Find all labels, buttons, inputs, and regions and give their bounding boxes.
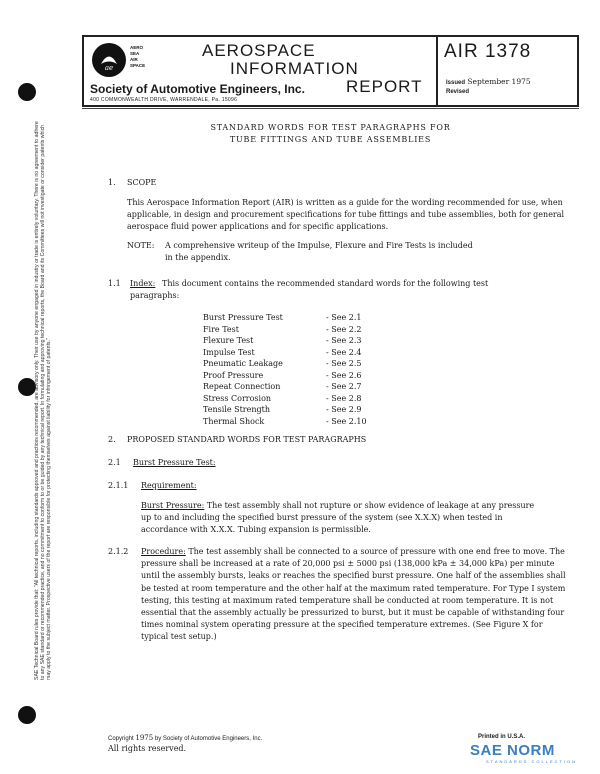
index-item-ref: - See 2.9 [326, 405, 362, 414]
legal-side-note: SAE Technical Board rules provide that: "All technical reports, including standards approved and practices recommended, are advisory only. Their use by anyone engaged in industry or trade is entirely voluntary. There is no agreement to adhere to any SAE standard or recommended practice, and no commitment to conform to or be guided by any technical report. In formulating and approving technical reports, the Board and its Committees will not investigate or consider patents which may apply to the subject matter. Prospective users of the report are responsible for protecting themselves against liability for infringement of patents." [34, 121, 53, 680]
note-label: NOTE: [127, 241, 155, 250]
document-header [82, 35, 579, 107]
issued-label: Issued [446, 80, 466, 86]
index-intro-line: paragraphs: [130, 291, 180, 300]
logo-caption-line: AIR [130, 57, 138, 62]
rights-reserved: All rights reserved. [108, 744, 187, 753]
index-intro-line: This document contains the recommended standard words for the following test [162, 279, 489, 288]
binder-hole [18, 83, 36, 101]
burst-pressure-label: Burst Pressure: [141, 501, 205, 510]
copyright-line [108, 734, 262, 742]
subsection-heading: Burst Pressure Test: [133, 458, 216, 467]
index-item-ref: - See 2.10 [326, 416, 367, 426]
section-number: 2. [108, 435, 116, 444]
document-title-line1: STANDARD WORDS FOR TEST PARAGRAPHS FOR [210, 123, 451, 132]
index-item-ref: - See 2.3 [326, 336, 362, 345]
burst-pressure-text: The test assembly shall not rupture or show evidence of leakage at any pressure up to and including the specified burst pressure of the system (see X.X.X) when tested in accordance with X.X.X. Tubing expansion is permissible. [141, 501, 535, 535]
subsection-heading: Requirement: [141, 481, 197, 490]
index-item-ref: - See 2.1 [326, 313, 362, 322]
logo-caption-line: AERO [130, 45, 144, 50]
printed-in: Printed in U.S.A. [478, 734, 526, 740]
section-heading: PROPOSED STANDARD WORDS FOR TEST PARAGRAPHS [127, 435, 367, 444]
header-right [438, 37, 577, 105]
revised-label: Revised [446, 89, 470, 95]
logo-caption [130, 45, 152, 69]
index-item-ref: - See 2.4 [326, 347, 362, 357]
logo-caption-line: SPACE [130, 63, 146, 68]
index-item-name: Repeat Connection [203, 382, 281, 391]
index-item-ref: - See 2.6 [326, 370, 362, 380]
index-item-name: Impulse Test [203, 347, 255, 357]
header-title-line3: REPORT [346, 77, 423, 96]
index-item-ref: - See 2.2 [326, 324, 362, 334]
index-item-name: Pneumatic Leakage [203, 359, 283, 368]
index-item-name: Fire Test [203, 324, 239, 334]
copyright-label: Copyright [108, 736, 134, 742]
issued-date: September 1975 [467, 77, 531, 86]
procedure-label: Procedure: [141, 547, 186, 556]
index-item-name: Proof Pressure [203, 370, 264, 380]
procedure-paragraph [141, 546, 571, 644]
procedure-text: The test assembly shall be connected to a source of pressure with one end free to move. The pressure shall be increased at a rate of 20,000 psi ± 5000 psi (138,000 kPa ± 34,000 kPa) per minute until the assembly bursts, leaks or reaches the specified burst pressure. One half of the assemblies shall be tested at room temperature and the other half at the maximum rated temperature. For Type I system testing, this testing at maximum rated temperature shall be conducted at room temperature. It is not essential that the assembly actually be pressurized to burst, but it must be capable of withstanding four times nominal system operating pressure at the specified temperature extremes. (See Figure X for typical test setup.) [141, 547, 566, 642]
header-title-line1: AEROSPACE [202, 41, 316, 60]
burst-pressure-paragraph [141, 500, 541, 537]
sae-norm-subtitle: STANDARDS COLLECTION [486, 759, 578, 764]
subsection-number: 1.1 [108, 279, 121, 288]
index-item-ref: - See 2.8 [326, 393, 362, 403]
society-name: Society of Automotive Engineers, Inc. [90, 82, 305, 96]
logo-caption-line: SEA [130, 51, 140, 56]
scope-paragraph: This Aerospace Information Report (AIR) is written as a guide for the wording recommended for use, when applicable, in design and procurement specifications for tube fittings and tube assemblies, both for general aerospace fluid power applications and for specific applications. [127, 198, 565, 232]
index-item-name: Tensile Strength [203, 405, 270, 414]
index-item-name: Thermal Shock [203, 416, 265, 426]
society-address: 400 COMMONWEALTH DRIVE, WARRENDALE, Pa. 15096 [90, 97, 238, 103]
index-item-name: Burst Pressure Test [203, 313, 283, 322]
index-item-name: Stress Corrosion [203, 393, 272, 403]
document-number: AIR 1378 [444, 41, 532, 62]
svg-text:ae: ae [104, 64, 114, 72]
binder-hole [18, 706, 36, 724]
issued-line [446, 77, 531, 86]
section-heading: SCOPE [127, 178, 157, 187]
note-text-line: in the appendix. [165, 253, 231, 262]
header-divider [82, 108, 579, 109]
index-item-ref: - See 2.5 [326, 359, 362, 368]
section-number: 1. [108, 178, 116, 187]
index-item-ref: - See 2.7 [326, 382, 362, 391]
subsection-number: 2.1.2 [108, 547, 129, 556]
sae-norm-watermark: SAE NORM [470, 742, 555, 759]
sae-logo [92, 43, 126, 77]
note-text-line: A comprehensive writeup of the Impulse, Flexure and Fire Tests is included [165, 241, 473, 250]
header-left [84, 37, 438, 105]
index-item-name: Flexure Test [203, 336, 254, 345]
copyright-holder: by Society of Automotive Engineers, Inc. [154, 736, 263, 742]
document-title-line2: TUBE FITTINGS AND TUBE ASSEMBLIES [229, 135, 432, 144]
subsection-number: 2.1.1 [108, 481, 129, 490]
copyright-year: 1975 [135, 734, 154, 742]
header-title-line2: INFORMATION [230, 59, 359, 78]
subsection-number: 2.1 [108, 458, 121, 467]
index-label: Index: [130, 279, 156, 288]
